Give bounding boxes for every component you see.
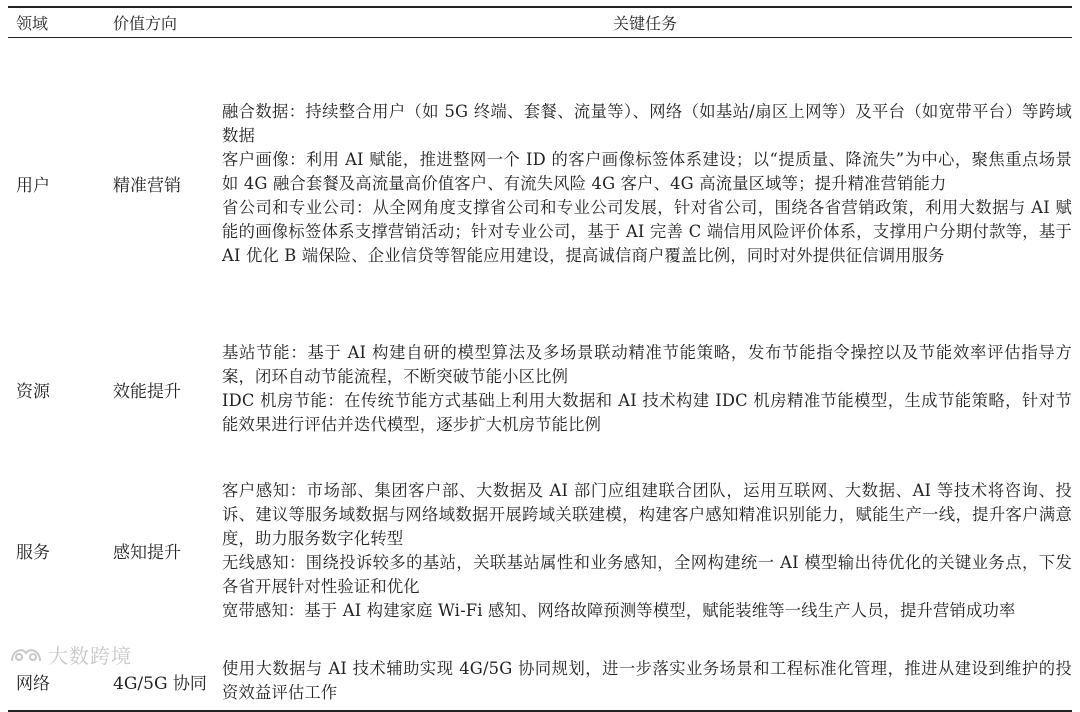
- task-paragraph: 客户感知：市场部、集团客户部、大数据及 AI 部门应组建联合团队，运用互联网、大数据、AI 等技术将咨询、投诉、建议等服务域数据与网络域数据开展跨域关联建模，构建客户感知精准识别能力，赋能生产一线，提升客户满意度，助力服务数字化转型: [222, 480, 1072, 548]
- task-paragraph: 基站节能：基于 AI 构建自研的模型算法及多场景联动精准节能策略，发布节能指令操控以及节能效率评估指导方案，闭环自动节能流程，不断突破节能小区比例: [222, 343, 1072, 386]
- watermark-text: 大数跨境: [48, 644, 132, 668]
- task-paragraph: 客户画像：利用 AI 赋能，推进整网一个 ID 的客户画像标签体系建设；以“提质量、降流失”为中心，聚焦重点场景如 4G 融合套餐及高流量高价值客户、有流失风险 4G 客户、4G 高流量区域等；提升精准营销能力: [222, 149, 1072, 193]
- domain-cell: 资源: [16, 381, 50, 402]
- task-paragraph: 无线感知：围绕投诉较多的基站，关联基站属性和业务感知，全网构建统一 AI 模型输出待优化的关键业务点，下发各省开展针对性验证和优化: [222, 552, 1072, 596]
- task-paragraph: 省公司和专业公司：从全网角度支撑省公司和专业公司发展，针对省公司，围绕各省营销政策，利用大数据与 AI 赋能的画像标签体系支撑营销活动；针对专业公司，基于 AI 完善 C 端信用风险评价体系，支撑用户分期付款等，基于 AI 优化 B 端保险、企业信贷等智能应用建设，提高诚信商户覆盖比例，同时对外提供征信调用服务: [222, 197, 1072, 265]
- tasks-cell: [218, 38, 1072, 330]
- domain-cell: 网络: [16, 673, 50, 694]
- domain-cell: 用户: [16, 176, 50, 196]
- task-paragraph: 宽带感知：基于 AI 构建家庭 Wi-Fi 感知、网络故障预测等模型，赋能装维等一线生产人员，提升营销成功率: [222, 600, 1016, 620]
- table-row: [8, 38, 1072, 330]
- direction-cell: 效能提升: [113, 381, 181, 402]
- tasks-cell: [218, 449, 1072, 652]
- direction-cell: 4G/5G 协同: [113, 673, 207, 694]
- tasks-cell: [218, 652, 1072, 711]
- task-paragraph: IDC 机房节能：在传统节能方式基础上利用大数据和 AI 技术构建 IDC 机房精准节能模型，生成节能策略，针对节能效果进行评估并迭代模型，逐步扩大机房节能比例: [222, 391, 1072, 434]
- header-direction: 价值方向: [91, 7, 218, 38]
- table-header-row: [8, 7, 1072, 38]
- header-domain: 领域: [8, 7, 91, 38]
- task-paragraph: 融合数据：持续整合用户（如 5G 终端、套餐、流量等）、网络（如基站/扇区上网等）及平台（如宽带平台）等跨域数据: [222, 101, 1072, 145]
- task-paragraph: 使用大数据与 AI 技术辅助实现 4G/5G 协同规划，进一步落实业务场景和工程标准化管理，推进从建设到维护的投资效益评估工作: [222, 659, 1072, 702]
- table-row: [8, 652, 1072, 711]
- direction-cell: 精准营销: [113, 176, 181, 196]
- table-row: [8, 329, 1072, 449]
- tasks-cell: [218, 329, 1072, 449]
- key-tasks-table: [8, 6, 1072, 712]
- domain-cell: 服务: [16, 543, 50, 563]
- table-row: [8, 449, 1072, 652]
- direction-cell: 感知提升: [113, 543, 181, 563]
- header-tasks: 关键任务: [218, 7, 1072, 38]
